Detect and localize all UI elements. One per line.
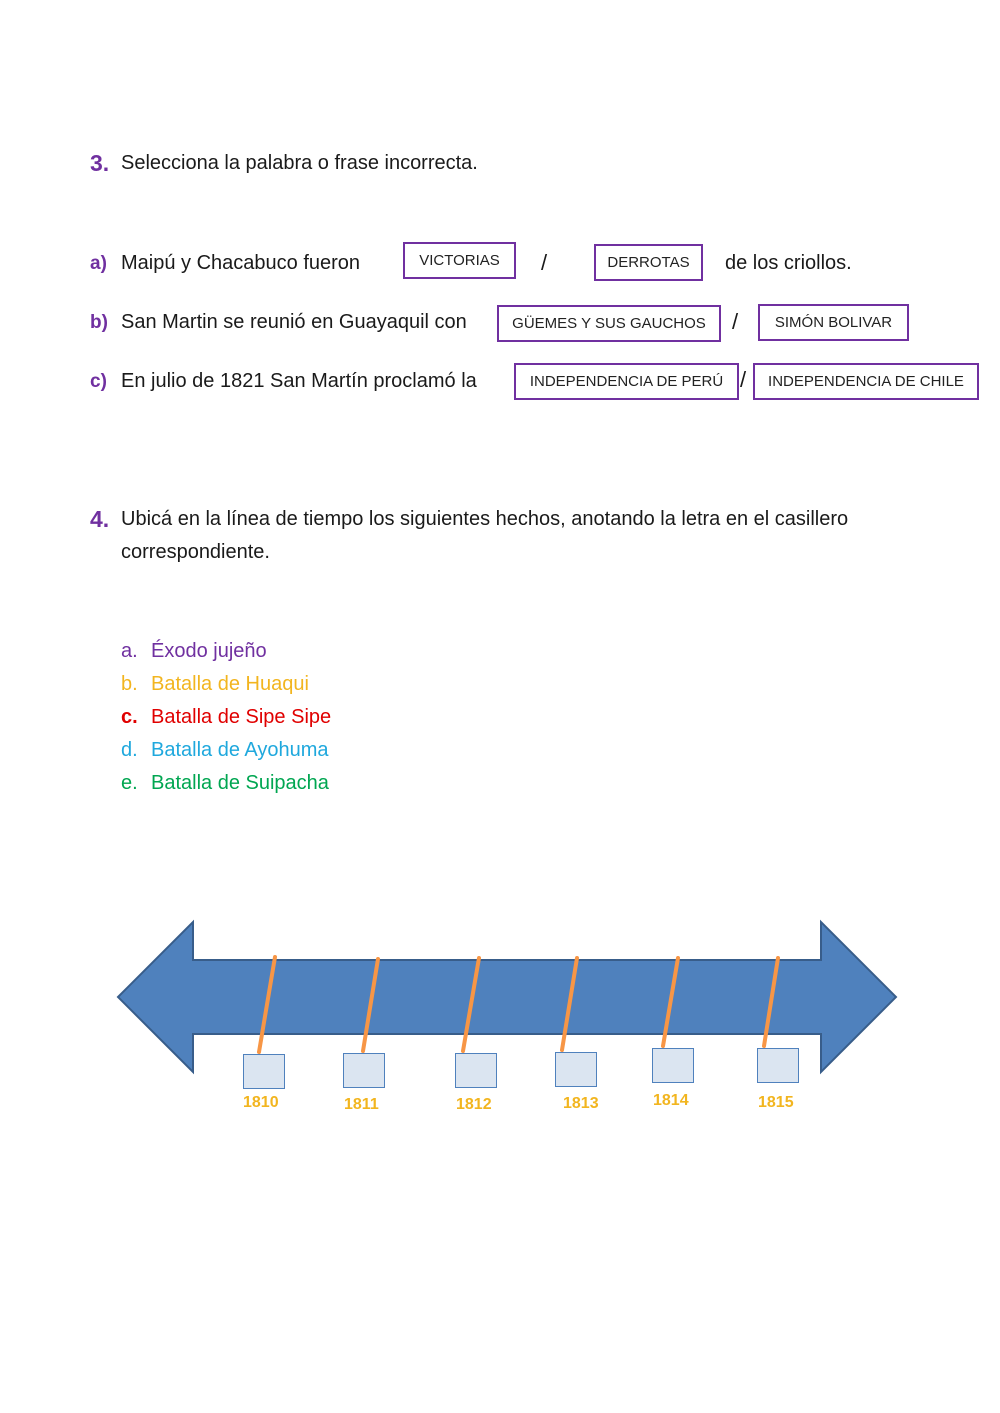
item-b-text: San Martin se reunió en Guayaquil con	[121, 311, 467, 333]
option-derrotas-button[interactable]: DERROTAS	[594, 244, 703, 281]
option-victorias-button[interactable]: VICTORIAS	[403, 242, 516, 279]
event-text: Batalla de Ayohuma	[151, 739, 329, 761]
item-a-label: a)	[90, 253, 107, 274]
question-4-instruction-line1: Ubicá en la línea de tiempo los siguientes hechos, anotando la letra en el casillero	[121, 508, 849, 530]
option-independencia-chile-button[interactable]: INDEPENDENCIA DE CHILE	[753, 363, 979, 400]
question-3-number: 3.	[90, 150, 110, 176]
event-text: Batalla de Suipacha	[151, 772, 329, 794]
timeline-year-label: 1810	[243, 1094, 279, 1111]
event-letter: c.	[121, 706, 138, 728]
timeline-answer-box-1812[interactable]	[455, 1053, 497, 1088]
timeline-year-label: 1813	[563, 1095, 599, 1112]
event-text: Éxodo jujeño	[151, 640, 267, 662]
option-guemes-button[interactable]: GÜEMES Y SUS GAUCHOS	[497, 305, 721, 342]
timeline-answer-box-1815[interactable]	[757, 1048, 799, 1083]
question-4-instruction-line2: correspondiente.	[121, 541, 270, 563]
timeline-year-label: 1815	[758, 1094, 794, 1111]
item-a-text: Maipú y Chacabuco fueron	[121, 252, 361, 274]
timeline-answer-box-1814[interactable]	[652, 1048, 694, 1083]
event-letter: d.	[121, 739, 138, 761]
timeline-answer-box-1810[interactable]	[243, 1054, 285, 1089]
timeline-year-label: 1811	[344, 1096, 379, 1113]
timeline-year-label: 1812	[456, 1096, 492, 1113]
separator-slash: /	[732, 309, 739, 334]
timeline-year-label: 1814	[653, 1092, 689, 1109]
event-letter: a.	[121, 640, 138, 662]
event-letter: b.	[121, 673, 138, 695]
timeline-answer-box-1813[interactable]	[555, 1052, 597, 1087]
event-text: Batalla de Huaqui	[151, 673, 309, 695]
item-a-suffix: de los criollos.	[725, 252, 852, 274]
option-independencia-peru-button[interactable]: INDEPENDENCIA DE PERÚ	[514, 363, 739, 400]
event-text: Batalla de Sipe Sipe	[151, 706, 332, 728]
option-bolivar-button[interactable]: SIMÓN BOLIVAR	[758, 304, 909, 341]
item-b-label: b)	[90, 312, 108, 333]
item-c-label: c)	[90, 371, 107, 392]
question-3-instruction: Selecciona la palabra o frase incorrecta.	[121, 152, 478, 174]
item-c-text: En julio de 1821 San Martín proclamó la	[121, 370, 477, 392]
separator-slash: /	[740, 367, 747, 392]
separator-slash: /	[541, 250, 548, 275]
event-letter: e.	[121, 772, 138, 794]
timeline-answer-box-1811[interactable]	[343, 1053, 385, 1088]
question-4-number: 4.	[90, 506, 110, 532]
